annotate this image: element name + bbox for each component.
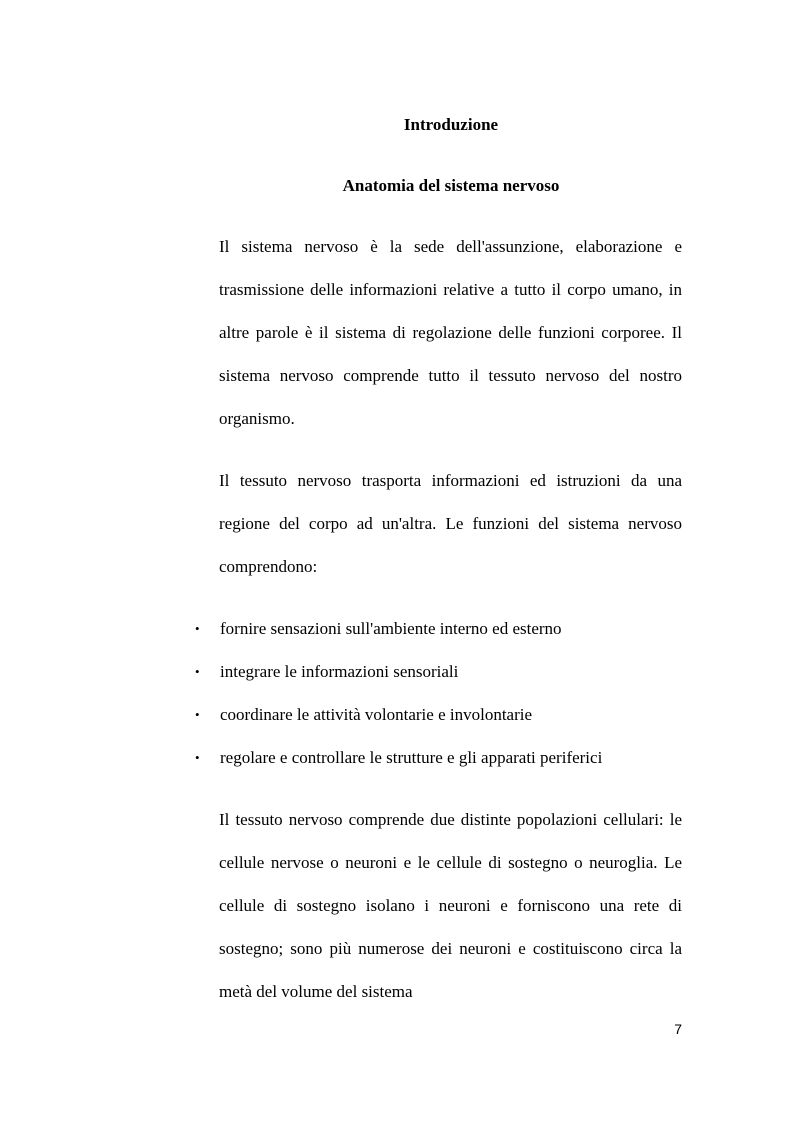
list-item [190, 736, 690, 779]
bullet-icon: • [195, 621, 200, 636]
list-item-text: fornire sensazioni sull'ambiente interno ed esterno [220, 619, 562, 638]
section-title: Anatomia del sistema nervoso [342, 176, 560, 195]
page-number: 7 [674, 1021, 682, 1037]
paragraph-tissue: Il tessuto nervoso comprende due distinte popolazioni cellulari: le cellule nervose o neuroni e le cellule di sostegno o neuroglia. Le cellule di sostegno isolano i neuroni e forniscono una rete di sostegno; sono più numerose dei neuroni e costituiscono circa la metà del volume del sistema [219, 810, 682, 1001]
page-title: Introduzione [403, 115, 499, 134]
list-item-text: integrare le informazioni sensoriali [220, 662, 459, 681]
list-item [190, 693, 690, 736]
list-item-text: regolare e controllare le strutture e gli apparati periferici [220, 748, 603, 767]
bullet-icon: • [195, 750, 200, 765]
bullet-icon: • [195, 664, 200, 679]
functions-list [190, 607, 690, 779]
list-item-text: coordinare le attività volontarie e involontarie [220, 705, 533, 724]
paragraph-intro: Il sistema nervoso è la sede dell'assunzione, elaborazione e trasmissione delle informazioni relative a tutto il corpo umano, in altre parole è il sistema di regolazione delle funzioni corporee. Il sistema nervoso comprende tutto il tessuto nervoso del nostro organismo. [219, 237, 682, 428]
paragraph-functions: Il tessuto nervoso trasporta informazioni ed istruzioni da una regione del corpo ad un'altra. Le funzioni del sistema nervoso comprendono: [219, 471, 682, 576]
list-item [190, 650, 690, 693]
bullet-icon: • [195, 707, 200, 722]
list-item [190, 607, 690, 650]
